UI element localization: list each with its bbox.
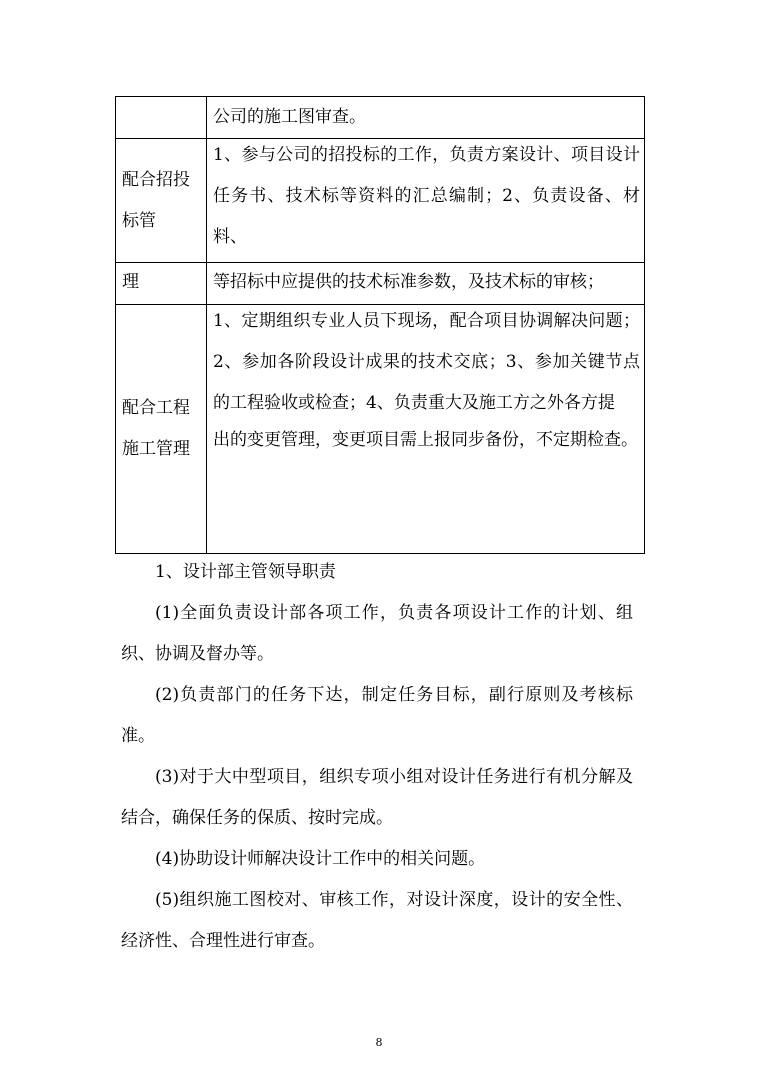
table-row-content: 1、参与公司的招投标的工作，负责方案设计、项目设计 任务书、技术标等资料的汇总编制；2、负责设备、材料、 — [207, 139, 645, 263]
table-row — [116, 97, 645, 139]
section-item: (5)组织施工图校对、审核工作，对设计深度，设计的安全性、经济性、合理性进行审查。 — [121, 890, 633, 951]
section-item: (2)负责部门的任务下达，制定任务目标，副行原则及考核标准。 — [121, 685, 633, 746]
table-row-label: 配合工程施工管理 — [116, 305, 207, 554]
table-row-label: 配合招投标管 — [116, 139, 207, 263]
section-heading: 1、设计部主管领导职责 — [155, 562, 336, 582]
table-row-content: 公司的施工图审查。 — [207, 97, 645, 139]
table-row-content — [207, 305, 645, 554]
table-row — [116, 305, 645, 554]
table-row-label — [116, 97, 207, 139]
table-cell-text-part2: 出的变更管理，变更项目需上报同步备份，不定期检查。 — [213, 430, 638, 450]
section-item: (3)对于大中型项目，组织专项小组对设计任务进行有机分解及结合，确保任务的保质、按时完成。 — [121, 767, 633, 828]
table-cell-text-part1: 1、定期组织专业人员下现场，配合项目协调解决问题；2、参加各阶段设计成果的技术交底；3、参加关键节点 的工程验收或检查；4、负责重大及施工方之外各方提 — [213, 311, 640, 413]
table-row-content: 等招标中应提供的技术标准参数，及技术标的审核； — [207, 263, 645, 305]
table-row — [116, 263, 645, 305]
section-item: (4)协助设计师解决设计工作中的相关问题。 — [155, 849, 486, 869]
table-row — [116, 139, 645, 263]
section-body — [121, 552, 633, 962]
table-row-label: 理 — [116, 263, 207, 305]
duty-table — [115, 96, 645, 554]
page-number: 8 — [375, 1036, 383, 1049]
section-item: (1)全面负责设计部各项工作，负责各项设计工作的计划、组织、协调及督办等。 — [121, 603, 633, 664]
